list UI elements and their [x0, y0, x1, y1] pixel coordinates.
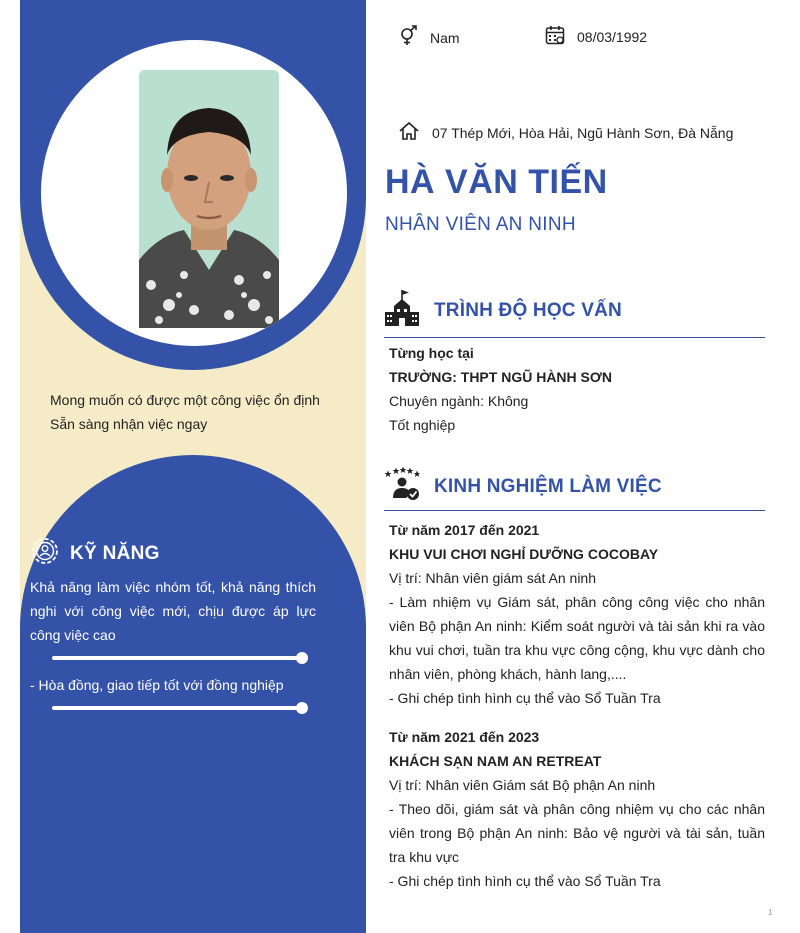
career-objective — [50, 388, 350, 436]
gender-icon — [398, 25, 418, 50]
job-detail: - Ghi chép tình hình cụ thể vào Sổ Tuần Tra — [389, 873, 661, 889]
candidate-name: HÀ VĂN TIẾN — [385, 163, 608, 201]
school-name: TRƯỜNG: THPT NGŨ HÀNH SƠN — [389, 369, 612, 385]
objective-line: Mong muốn có được một công việc ổn định — [50, 392, 320, 408]
education-block — [389, 341, 765, 437]
job-detail: - Theo dõi, giám sát và phân công nhiệm vụ cho các nhân viên trong Bộ phận An ninh: Bảo vệ người và tài sản, tuần tra khu vực — [389, 801, 765, 865]
education-title: TRÌNH ĐỘ HỌC VẤN — [434, 299, 622, 321]
job-period: Từ năm 2021 đến 2023 — [389, 729, 540, 745]
calendar-icon — [545, 25, 565, 48]
job-position: Vị trí: Nhân viên Giám sát Bộ phận An ninh — [389, 777, 656, 793]
left-column — [20, 0, 366, 933]
gender-value: Nam — [430, 29, 460, 46]
address-row — [398, 121, 733, 144]
skills-gear-icon — [30, 536, 60, 571]
skills-header — [30, 536, 160, 571]
job-detail: - Ghi chép tình hình cụ thể vào Sổ Tuần Tra — [389, 690, 661, 706]
photo-circle — [41, 40, 347, 346]
address-value: 07 Thép Mới, Hòa Hải, Ngũ Hành Sơn, Đà Nẵng — [432, 124, 734, 141]
skill-level-bar — [52, 706, 302, 710]
skill-item: Khả năng làm việc nhóm tốt, khả năng thích nghi với công việc mới, chịu được áp lực công việc cao — [30, 579, 316, 643]
experience-title: KINH NGHIỆM LÀM VIỆC — [434, 475, 662, 497]
school-icon — [384, 288, 420, 333]
major: Chuyên ngành: Không — [389, 393, 529, 409]
job-detail: - Làm nhiệm vụ Giám sát, phân công công việc cho nhân viên Bộ phận An ninh: Kiểm soát người và tài sản khi ra vào khu vui chơi, tuần tra khu vực công cộng, khu vực dành cho nhân viên, phòng khách, hành lang,.... — [389, 594, 765, 682]
home-icon — [398, 121, 420, 144]
education-header — [384, 288, 765, 338]
job-position: Vị trí: Nhân viên giám sát An ninh — [389, 570, 596, 586]
job-entry — [389, 518, 765, 710]
job-company: KHÁCH SẠN NAM AN RETREAT — [389, 753, 602, 769]
birthdate-row — [545, 25, 647, 48]
job-entry — [389, 725, 765, 893]
experience-icon — [384, 467, 420, 506]
skills-title: KỸ NĂNG — [70, 542, 160, 564]
birthdate-value: 08/03/1992 — [577, 28, 648, 45]
skill-item: - Hòa đồng, giao tiếp tốt với đồng nghiệp — [30, 677, 284, 693]
education-label: Từng học tại — [389, 345, 474, 361]
job-title: NHÂN VIÊN AN NINH — [385, 214, 576, 235]
skill-level-knob — [296, 702, 308, 714]
objective-line: Sẵn sàng nhận việc ngay — [50, 416, 208, 432]
gender-row — [398, 25, 460, 50]
experience-header — [384, 467, 765, 511]
skill-level-knob — [296, 652, 308, 664]
skill-level-bar — [52, 656, 302, 660]
job-period: Từ năm 2017 đến 2021 — [389, 522, 540, 538]
graduation-status: Tốt nghiệp — [389, 417, 456, 433]
job-company: KHU VUI CHƠI NGHỈ DƯỠNG COCOBAY — [389, 546, 659, 562]
page-number: 1 — [768, 908, 773, 917]
avatar — [139, 70, 279, 328]
